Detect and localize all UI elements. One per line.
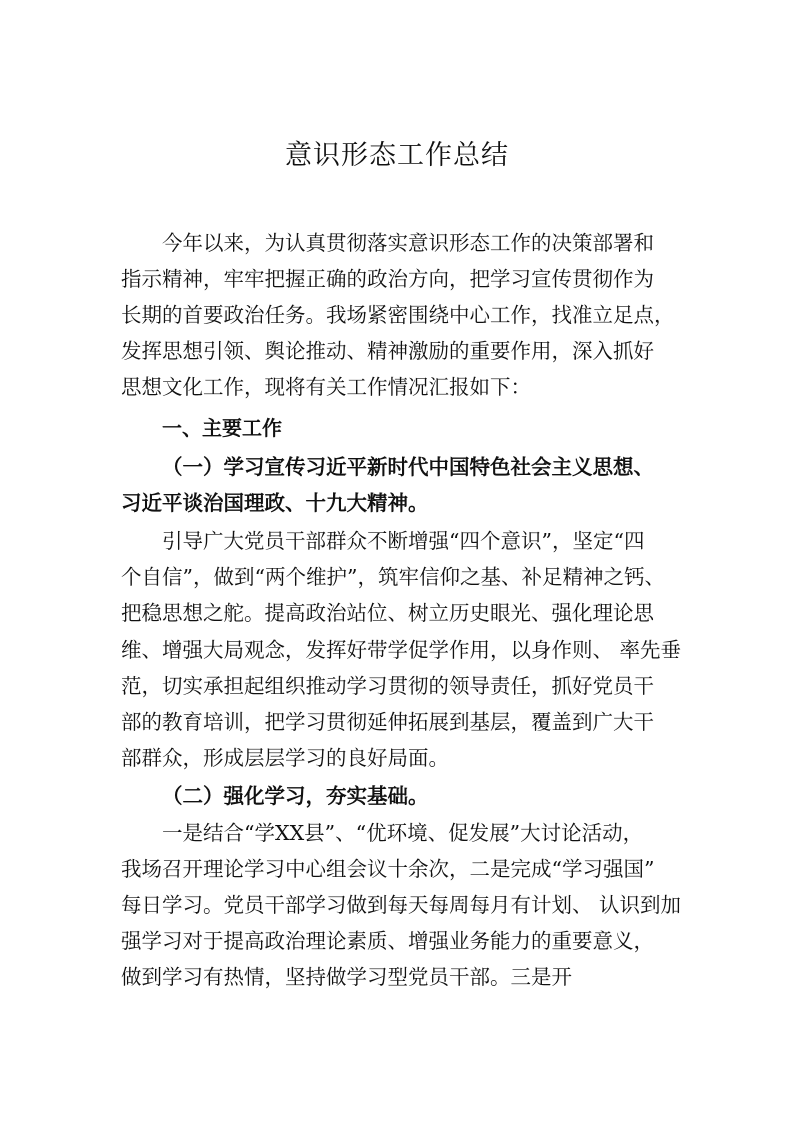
paragraph-line: 强学习对于提高政治理论素质、增强业务能力的重要意义，: [121, 929, 654, 953]
paragraph-line: 把稳思想之舵。提高政治站位、树立历史眼光、强化理论思: [121, 601, 654, 625]
paragraph-line: 个自信”，做到“两个维护”，筑牢信仰之基、补足精神之钙、: [121, 565, 665, 589]
page-title: 意识形态工作总结: [285, 140, 509, 171]
paragraph-line: 长期的首要政治任务。我场紧密围绕中心工作，找准立足点，: [121, 303, 675, 327]
paragraph-line: 部群众，形成层层学习的良好局面。: [121, 746, 449, 770]
subsection-heading: （一）学习宣传习近平新时代中国特色社会主义思想、: [162, 455, 654, 479]
section-heading: 一、主要工作: [162, 416, 282, 440]
paragraph-line: 引导广大党员干部群众不断增强“四个意识”，坚定“四: [162, 529, 645, 553]
paragraph-line: 我场召开理论学习中心组会议十余次，二是完成“学习强国”: [121, 857, 655, 881]
subsection-heading: （二）强化学习，夯实基础。: [162, 784, 429, 808]
paragraph-line: 每日学习。党员干部学习做到每天每周每月有计划、 认识到加: [121, 893, 682, 917]
paragraph-line: 思想文化工作，现将有关工作情况汇报如下：: [121, 375, 531, 399]
paragraph-line: 范，切实承担起组织推动学习贯彻的领导责任，抓好党员干: [121, 674, 654, 698]
paragraph-line: 部的教育培训，把学习贯彻延伸拓展到基层，覆盖到广大干: [121, 710, 654, 734]
paragraph-line: 做到学习有热情，坚持做学习型党员干部。三是开: [121, 965, 572, 989]
paragraph-line: 维、增强大局观念，发挥好带学促学作用，以身作则、 率先垂: [121, 638, 682, 662]
paragraph-line: 今年以来，为认真贯彻落实意识形态工作的决策部署和: [162, 231, 654, 255]
paragraph-line: 发挥思想引领、舆论推动、精神激励的重要作用，深入抓好: [121, 339, 654, 363]
subsection-heading: 习近平谈治国理政、十九大精神。: [121, 491, 429, 515]
paragraph-line: 一是结合“学XX县”、“优环境、促发展”大讨论活动，: [162, 821, 644, 845]
paragraph-line: 指示精神，牢牢把握正确的政治方向，把学习宣传贯彻作为: [121, 267, 654, 291]
